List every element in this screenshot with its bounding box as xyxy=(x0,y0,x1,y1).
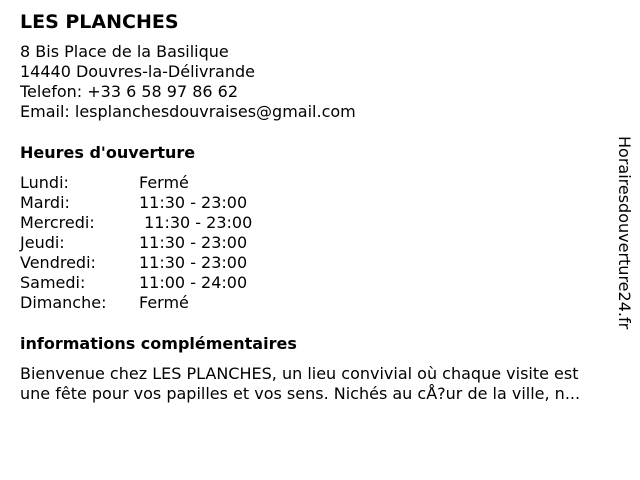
day-label: Samedi: xyxy=(20,273,86,292)
hours-row-saturday xyxy=(20,273,620,293)
day-hours: 11:30 - 23:00 xyxy=(139,213,253,232)
hours-row-wednesday xyxy=(20,213,620,233)
address-street: 8 Bis Place de la Basilique xyxy=(20,42,229,61)
business-name: LES PLANCHES xyxy=(20,11,179,33)
day-hours: 11:30 - 23:00 xyxy=(139,193,248,212)
hours-row-sunday xyxy=(20,293,620,313)
address-city: 14440 Douvres-la-Délivrande xyxy=(20,62,255,81)
description-line-2: une fête pour vos papilles et vos sens. Nichés au cÅ?ur de la ville, n... xyxy=(20,384,581,403)
day-label: Mercredi: xyxy=(20,213,95,232)
day-label: Jeudi: xyxy=(20,233,65,252)
day-hours: Fermé xyxy=(139,173,189,192)
hours-row-tuesday xyxy=(20,193,620,213)
hours-row-monday xyxy=(20,173,620,193)
email-line: Email: lesplanchesdouvraises@gmail.com xyxy=(20,102,356,121)
hours-row-thursday xyxy=(20,233,620,253)
phone-line: Telefon: +33 6 58 97 86 62 xyxy=(20,82,239,101)
hours-heading: Heures d'ouverture xyxy=(20,143,196,162)
hours-table xyxy=(20,173,620,313)
info-heading: informations complémentaires xyxy=(20,334,297,353)
day-hours: 11:00 - 24:00 xyxy=(139,273,248,292)
day-label: Dimanche: xyxy=(20,293,107,312)
description-line-1: Bienvenue chez LES PLANCHES, un lieu convivial où chaque visite est xyxy=(20,364,579,383)
business-card xyxy=(20,10,620,404)
day-hours: Fermé xyxy=(139,293,189,312)
hours-row-friday xyxy=(20,253,620,273)
site-watermark xyxy=(610,136,636,346)
day-label: Vendredi: xyxy=(20,253,96,272)
day-label: Lundi: xyxy=(20,173,69,192)
day-label: Mardi: xyxy=(20,193,70,212)
watermark-text: Horairesdouverture24.fr xyxy=(615,136,634,330)
day-hours: 11:30 - 23:00 xyxy=(139,253,248,272)
day-hours: 11:30 - 23:00 xyxy=(139,233,248,252)
